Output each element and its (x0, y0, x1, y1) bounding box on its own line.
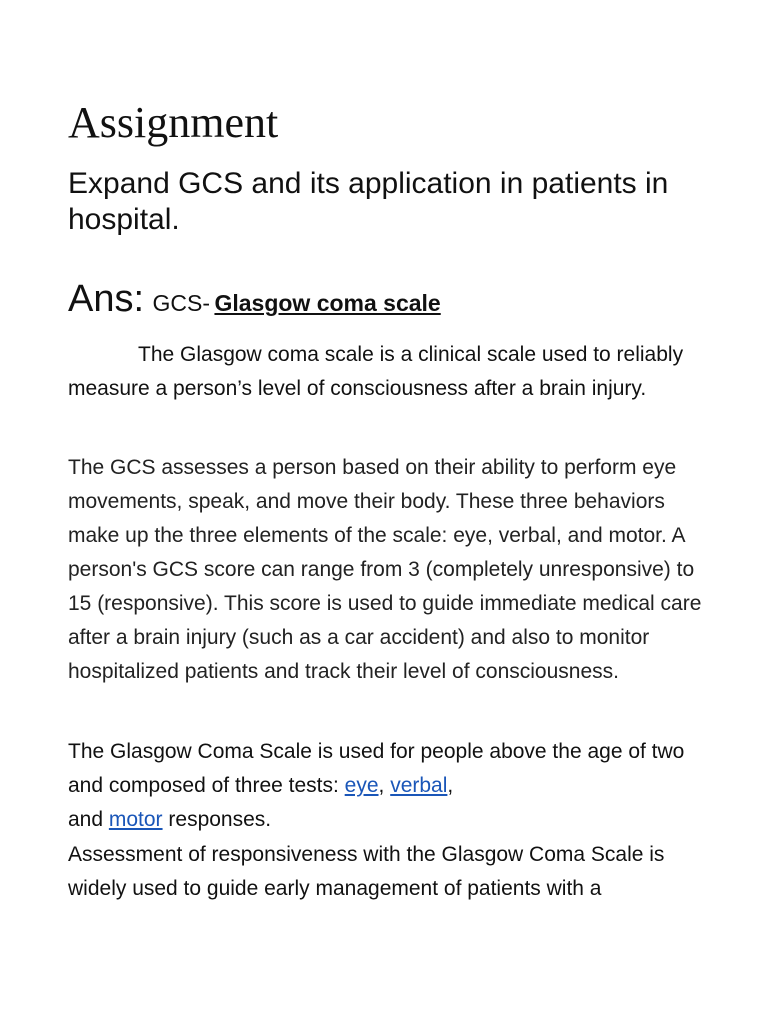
answer-heading (68, 276, 441, 326)
paragraph-assessment: The GCS assesses a person based on their ability to perform eye movements, speak, and move their body. These three behaviors make up the three elements of the scale: eye, verbal, and motor. A person's GCS score can range from 3 (completely unresponsive) to 15 (responsive). This score is used to guide immediate medical care after a brain injury (such as a car accident) and also to monitor hospitalized patients and track their level of consciousness. (68, 456, 702, 683)
link-eye[interactable]: eye (344, 774, 379, 797)
assignment-question: Expand GCS and its application in patients in hospital. (68, 167, 669, 236)
paragraph-management: Assessment of responsiveness with the Glasgow Coma Scale is widely used to guide early management of patients with a (68, 843, 665, 900)
answer-label: Ans: (68, 278, 145, 320)
page-title: Assignment (68, 98, 279, 147)
link-verbal[interactable]: verbal (390, 774, 448, 797)
paragraph-tests-end: responses. (162, 808, 272, 831)
separator-text: , (447, 774, 454, 797)
paragraph-definition-text: The Glasgow coma scale is a clinical scale used to reliably measure a person’s level of consciousness after a brain injury. (68, 343, 684, 400)
paragraph-tests-intro: The Glasgow Coma Scale is used for people above the age of two and composed of three tests: (68, 740, 685, 797)
link-motor[interactable]: motor (108, 808, 163, 831)
paragraph-definition (68, 338, 704, 406)
answer-expansion: Glasgow coma scale (214, 290, 441, 316)
paragraph-tests (68, 735, 704, 837)
separator-text: , (378, 774, 391, 797)
answer-abbreviation: GCS- (152, 290, 210, 316)
paragraph-tests-and: and (68, 808, 109, 831)
